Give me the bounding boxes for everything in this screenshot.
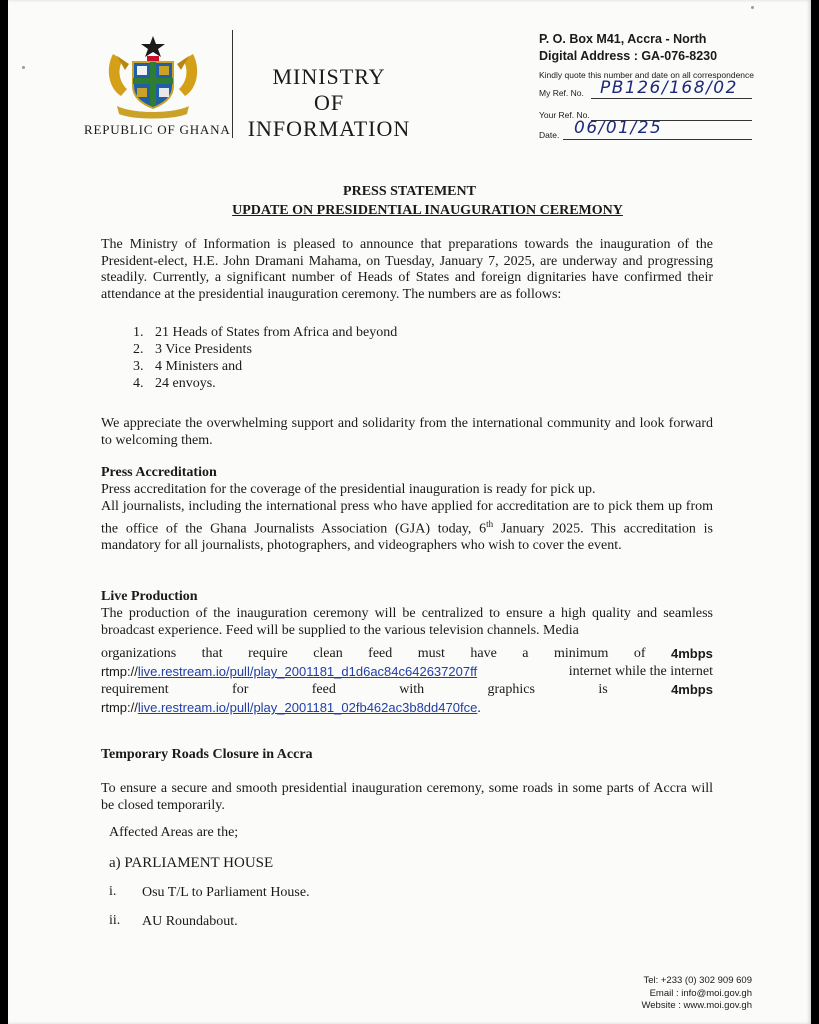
live-text: internet while the internet (568, 664, 713, 679)
republic-of-ghana-label: REPUBLIC OF GHANA (84, 122, 231, 137)
road-item-number: i. (109, 884, 117, 899)
speck (751, 6, 754, 9)
word: of (633, 646, 646, 661)
my-ref-line (591, 98, 752, 99)
document-page (8, 0, 811, 1024)
date-line (563, 139, 752, 140)
ghana-coat-of-arms-logo (103, 34, 203, 122)
live-line-link1 (101, 664, 713, 681)
list-number: 1. (133, 325, 144, 340)
list-item: 4 Ministers and (155, 359, 243, 374)
period: . (477, 701, 481, 716)
your-ref-label: Your Ref. No. (539, 110, 590, 120)
clean-feed-link[interactable]: live.restream.io/pull/play_2001181_d1d6ac84c642637207ff (137, 664, 478, 679)
road-item-number: ii. (109, 913, 121, 928)
footer-website: Website : www.moi.gov.gh (641, 1000, 752, 1011)
header-divider (232, 30, 233, 138)
footer-email: Email : info@moi.gov.gh (649, 987, 752, 999)
road-item: Osu T/L to Parliament House. (142, 885, 310, 900)
contact-footer (612, 975, 752, 1013)
list-number: 2. (133, 342, 144, 357)
rtmp-prefix: rtmp:// (101, 664, 138, 679)
bandwidth-value: 4mbps (671, 646, 713, 661)
roads-closure-heading: Temporary Roads Closure in Accra (101, 747, 313, 762)
date-label: Date. (539, 130, 560, 140)
word: is (598, 682, 608, 697)
po-box: P. O. Box M41, Accra - North (539, 32, 707, 46)
press-sup: th (486, 518, 494, 529)
roads-paragraph: To ensure a secure and smooth presidential inauguration ceremony, some roads in some parts of Accra will be closed temporarily. (101, 781, 713, 813)
graphics-feed-link[interactable]: live.restream.io/pull/play_2001181_02fb462ac3b8dd470fce (137, 700, 478, 715)
my-ref-value: PB126/168/02 (600, 78, 738, 98)
parliament-house-heading: a) PARLIAMENT HOUSE (109, 855, 274, 871)
live-line-requirement (101, 682, 713, 698)
footer-tel: Tel: +233 (0) 302 909 609 (643, 975, 752, 986)
affected-areas-label: Affected Areas are the; (109, 825, 239, 840)
quote-note: Kindly quote this number and date on all correspondence (539, 70, 755, 80)
list-item: 3 Vice Presidents (155, 342, 252, 357)
press-statement-title: PRESS STATEMENT (343, 184, 476, 199)
press-line-1: Press accreditation for the coverage of the presidential inauguration is ready for pick up. (101, 482, 596, 497)
digital-address: Digital Address : GA-076-8230 (539, 49, 718, 63)
live-line-organizations (101, 646, 713, 662)
my-ref-label: My Ref. No. (539, 88, 584, 98)
word: with (399, 682, 425, 697)
word: for (232, 682, 249, 697)
word: requirement (101, 682, 169, 697)
ministry-line-2: OF (313, 90, 345, 115)
word: that (201, 646, 223, 661)
press-accreditation-heading: Press Accreditation (101, 465, 217, 480)
live-line-link2 (101, 700, 713, 717)
bandwidth-value: 4mbps (671, 682, 713, 697)
word: have (470, 646, 497, 661)
address-block (539, 31, 717, 65)
road-item: AU Roundabout. (142, 914, 238, 929)
press-text-b: January 2025. This accreditation is mandatory for all journalists, photographers, and videographers who wish to cover the event. (101, 521, 713, 553)
list-item: 24 envoys. (155, 376, 216, 391)
word: must (417, 646, 445, 661)
word: feed (368, 646, 393, 661)
appreciation-paragraph: We appreciate the overwhelming support and solidarity from the international community and look forward to welcoming them. (101, 416, 713, 448)
live-paragraph: The production of the inauguration ceremony will be centralized to ensure a high quality and seamless broadcast experience. Feed will be supplied to the various television channels. Media (101, 606, 713, 638)
rtmp-prefix: rtmp:// (101, 700, 138, 715)
speck (22, 66, 25, 69)
list-number: 3. (133, 359, 144, 374)
word: graphics (487, 682, 535, 697)
word: minimum (553, 646, 609, 661)
date-value: 06/01/25 (574, 118, 663, 138)
word: a (522, 646, 529, 661)
press-paragraph (101, 499, 713, 554)
list-item: 21 Heads of States from Africa and beyond (155, 325, 398, 340)
word: require (248, 646, 288, 661)
press-text-a: All journalists, including the international press who have applied for accreditation are to pick them up from the office of the Ghana Journalists Association (GJA) today, 6 (101, 499, 713, 537)
ministry-line-1: MINISTRY (272, 64, 386, 89)
word: organizations (101, 646, 177, 661)
live-production-heading: Live Production (101, 589, 198, 604)
intro-paragraph: The Ministry of Information is pleased to announce that preparations towards the inauguration of the President-elect, H.E. John Dramani Mahama, on Tuesday, January 7, 2025, are underway and progressing steadily. Currently, a significant number of Heads of States and foreign dignitaries have confirmed their attendance at the presidential inauguration ceremony. The numbers are as follows: (101, 237, 713, 302)
statement-subtitle: UPDATE ON PRESIDENTIAL INAUGURATION CEREMONY (232, 203, 623, 218)
list-number: 4. (133, 376, 144, 391)
word: clean (313, 646, 343, 661)
word: feed (311, 682, 336, 697)
ministry-line-3: INFORMATION (247, 116, 411, 141)
ministry-name (240, 64, 418, 142)
